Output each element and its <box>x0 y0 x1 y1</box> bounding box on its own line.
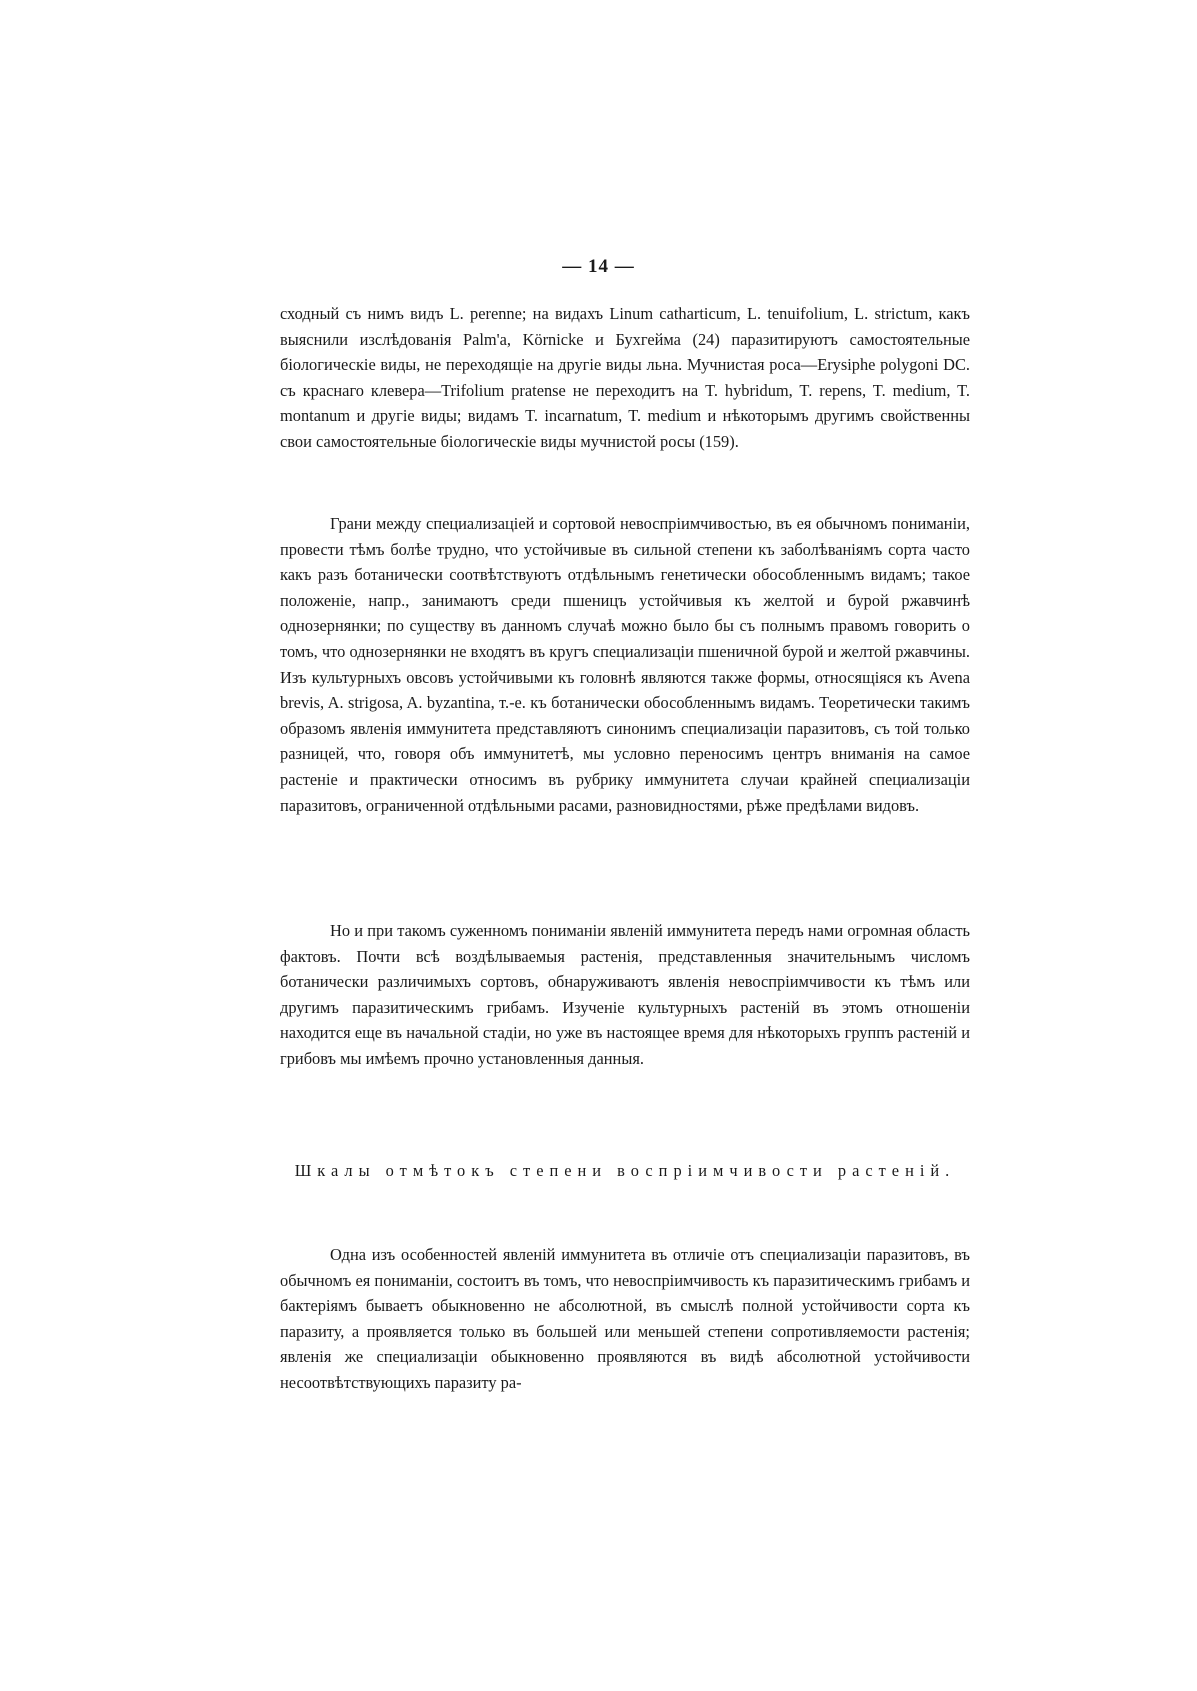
paragraph-immunity-features <box>280 1242 970 1396</box>
section-heading: Шкалы отмѣтокъ степени воспрiимчивости растенiй. <box>294 1161 956 1180</box>
paragraph-specialization <box>280 511 970 818</box>
paragraph-text: Грани между специализацiей и сортовой невоспрiимчивостью, въ ея обычномъ пониманiи, провести тѣмъ болѣе трудно, что устойчивые въ сильной степени къ заболѣванiямъ сорта часто какъ разъ ботанически соотвѣтствуютъ отдѣльнымъ генетически обособленнымъ видамъ; такое положенiе, напр., занимаютъ среди пшеницъ устойчивыя къ желтой и бурой ржавчинѣ однозернянки; по существу въ данномъ случаѣ можно было бы съ полнымъ правомъ говорить о томъ, что однозернянки не входятъ въ кругъ специализацiи пшеничной бурой и желтой ржавчины. Изъ культурныхъ овсовъ устойчивыми къ головнѣ являются также формы, относящiяся къ Avena brevis, A. strigosa, A. byzantina, т.-е. къ ботанически обособленнымъ видамъ. Теоретически такимъ образомъ явленiя иммунитета представляютъ синонимъ специализацiи паразитовъ, съ той только разницей, что, говоря объ иммунитетѣ, мы условно переносимъ центръ вниманiя на самое растенiе и практически относимъ въ рубрику иммунитета случаи крайней специализацiи паразитовъ, ограниченной отдѣльными расами, разновидностями, рѣже предѣлами видовъ. <box>280 514 970 815</box>
paragraph-text: Но и при такомъ суженномъ пониманiи явленiй иммунитета передъ нами огромная область фактовъ. Почти всѣ воздѣлываемыя растенiя, представленныя значительнымъ числомъ ботанически различимыхъ сортовъ, обнаруживаютъ явленiя невоспрiимчивости къ тѣмъ или другимъ паразитическимъ грибамъ. Изученiе культурныхъ растенiй въ этомъ отношенiи находится еще въ начальной стадiи, но уже въ настоящее время для нѣкоторыхъ группъ растенiй и грибовъ мы имѣемъ прочно установленныя данныя. <box>280 921 970 1068</box>
paragraph-text: Одна изъ особенностей явленiй иммунитета въ отличiе отъ специализацiи паразитовъ, въ обычномъ ея пониманiи, состоитъ въ томъ, что невоспрiимчивость къ паразитическимъ грибамъ и бактерiямъ бываетъ обыкновенно не абсолютной, въ смыслѣ полной устойчивости сорта къ паразиту, а проявляется только въ большей или меньшей степени сопротивляемости растенiя; явленiя же специализацiи обыкновенно проявляются въ видѣ абсолютной устойчивости несоотвѣтствующихъ паразиту ра- <box>280 1245 970 1392</box>
paragraph-narrow-understanding <box>280 918 970 1072</box>
paragraph-continuation <box>280 301 970 455</box>
paragraph-text: сходный съ нимъ видъ L. perenne; на видахъ Linum catharticum, L. tenuifolium, L. strictum, какъ выяснили изслѣдованія Palm'a, Körnicke и Бухгейма (24) паразитируютъ самостоятельные біологическіе виды, не переходящіе на другіе виды льна. Мучнистая роса—Erysiphe polygoni DC. съ краснаго клевера—Trifolium pratense не переходитъ на T. hybridum, T. repens, T. medium, T. montanum и другіе виды; видамъ T. incarnatum, T. medium и нѣкоторымъ другимъ свойственны свои самостоятельные біологическіе виды мучнистой росы (159). <box>280 304 970 451</box>
page-number: — 14 — <box>562 256 635 277</box>
